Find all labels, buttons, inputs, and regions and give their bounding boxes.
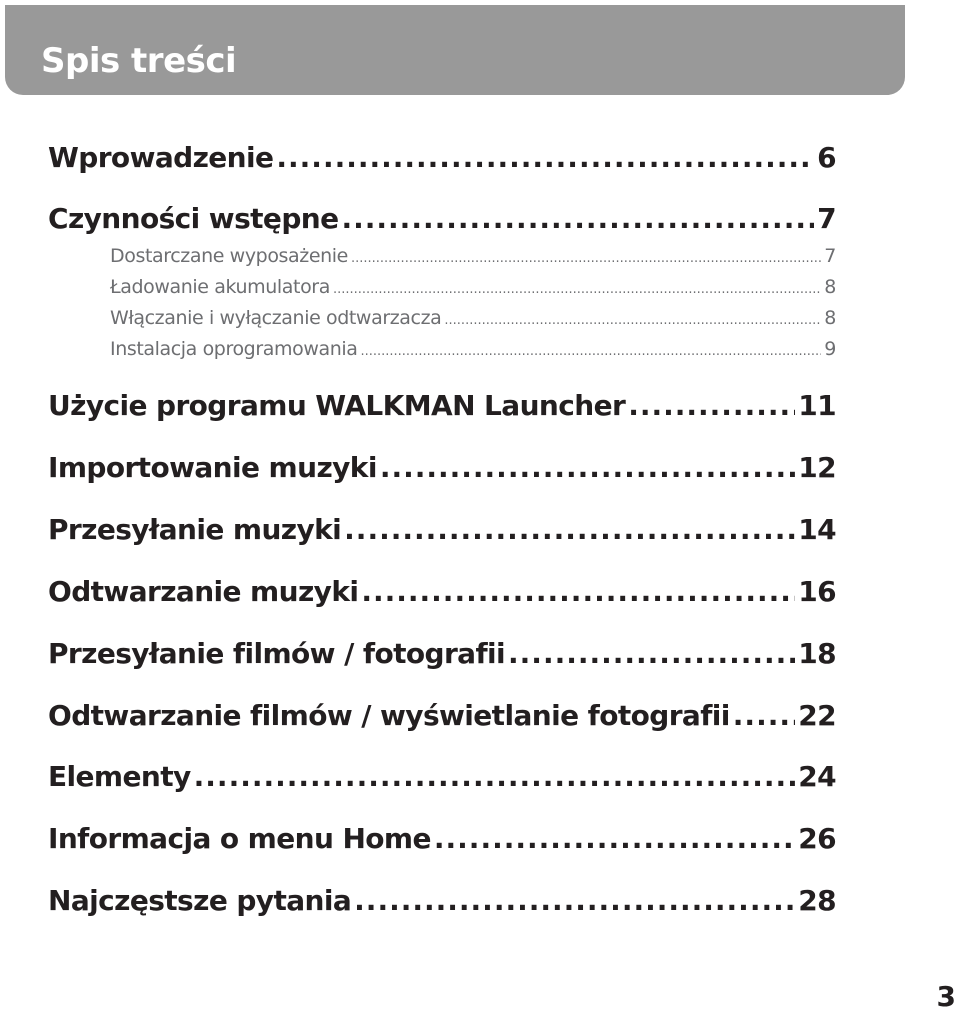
- dot-leader: [380, 448, 795, 488]
- toc-entry-elementy[interactable]: [48, 757, 836, 797]
- dot-leader: [733, 696, 795, 736]
- toc-subentry-instalacja-oprogramowania[interactable]: [110, 335, 836, 363]
- dot-leader: [434, 819, 795, 859]
- toc-entry-page: 26: [798, 822, 836, 855]
- toc-entry-label: Przesyłanie filmów / fotografii: [48, 637, 506, 670]
- toc-entry-label: Odtwarzanie filmów / wyświetlanie fotografii: [48, 699, 730, 732]
- toc-subentry-wlaczanie-odtwarzacza[interactable]: [110, 304, 836, 332]
- toc-entry-przesylanie-muzyki[interactable]: [48, 510, 836, 550]
- toc-entry-label: Odtwarzanie muzyki: [48, 575, 359, 608]
- toc-entry-page: 14: [798, 513, 836, 546]
- toc-subentry-ladowanie-akumulatora[interactable]: [110, 273, 836, 301]
- dot-leader: [628, 386, 795, 426]
- dot-leader: [194, 757, 796, 797]
- dot-leader: [351, 242, 821, 273]
- toc-entry-page: 18: [798, 637, 836, 670]
- dot-leader: [276, 138, 814, 178]
- toc-subentry-label: Dostarczane wyposażenie: [110, 245, 348, 267]
- toc-entry-label: Importowanie muzyki: [48, 451, 377, 484]
- toc-subentry-page: 7: [824, 245, 836, 267]
- toc-entry-label: Najczęstsze pytania: [48, 884, 352, 917]
- toc-entry-wprowadzenie[interactable]: [48, 138, 836, 178]
- toc-subentry-page: 9: [824, 338, 836, 360]
- toc-entry-menu-home[interactable]: [48, 819, 836, 859]
- toc-entry-importowanie-muzyki[interactable]: [48, 448, 836, 488]
- toc-entry-czynnosci-wstepne[interactable]: [48, 199, 836, 239]
- toc-entry-page: 24: [798, 760, 836, 793]
- toc-entry-label: Przesyłanie muzyki: [48, 513, 342, 546]
- toc-entry-label: Czynności wstępne: [48, 202, 339, 235]
- header-bar: [5, 5, 905, 95]
- toc-subentry-page: 8: [824, 276, 836, 298]
- toc-subentry-label: Ładowanie akumulatora: [110, 276, 330, 298]
- dot-leader: [342, 199, 815, 239]
- toc-entry-walkman-launcher[interactable]: [48, 386, 836, 426]
- page-number: 3: [936, 980, 956, 1013]
- toc-entry-page: 6: [817, 141, 836, 174]
- dot-leader: [508, 634, 795, 674]
- toc-entry-label: Informacja o menu Home: [48, 822, 431, 855]
- toc-entry-najczestsze-pytania[interactable]: [48, 881, 836, 921]
- toc-subentry-page: 8: [824, 307, 836, 329]
- dot-leader: [354, 881, 795, 921]
- dot-leader: [344, 510, 795, 550]
- toc-subentry-label: Włączanie i wyłączanie odtwarzacza: [110, 307, 442, 329]
- toc-entry-page: 28: [798, 884, 836, 917]
- dot-leader: [361, 572, 795, 612]
- toc-entry-odtwarzanie-muzyki[interactable]: [48, 572, 836, 612]
- page-title: Spis treści: [41, 41, 237, 81]
- toc-subentry-label: Instalacja oprogramowania: [110, 338, 358, 360]
- toc-entry-page: 12: [798, 451, 836, 484]
- toc-entry-przesylanie-filmow[interactable]: [48, 634, 836, 674]
- toc-entry-page: 7: [817, 202, 836, 235]
- toc-subentry-dostarczane-wyposazenie[interactable]: [110, 242, 836, 270]
- dot-leader: [333, 273, 821, 304]
- toc-entry-label: Elementy: [48, 760, 191, 793]
- toc-entry-label: Użycie programu WALKMAN Launcher: [48, 389, 626, 422]
- toc-entry-label: Wprowadzenie: [48, 141, 274, 174]
- dot-leader: [360, 335, 821, 366]
- toc-entry-page: 22: [798, 699, 836, 732]
- toc-entry-page: 11: [798, 389, 836, 422]
- toc-entry-page: 16: [798, 575, 836, 608]
- toc-entry-odtwarzanie-filmow[interactable]: [48, 696, 836, 736]
- dot-leader: [444, 304, 821, 335]
